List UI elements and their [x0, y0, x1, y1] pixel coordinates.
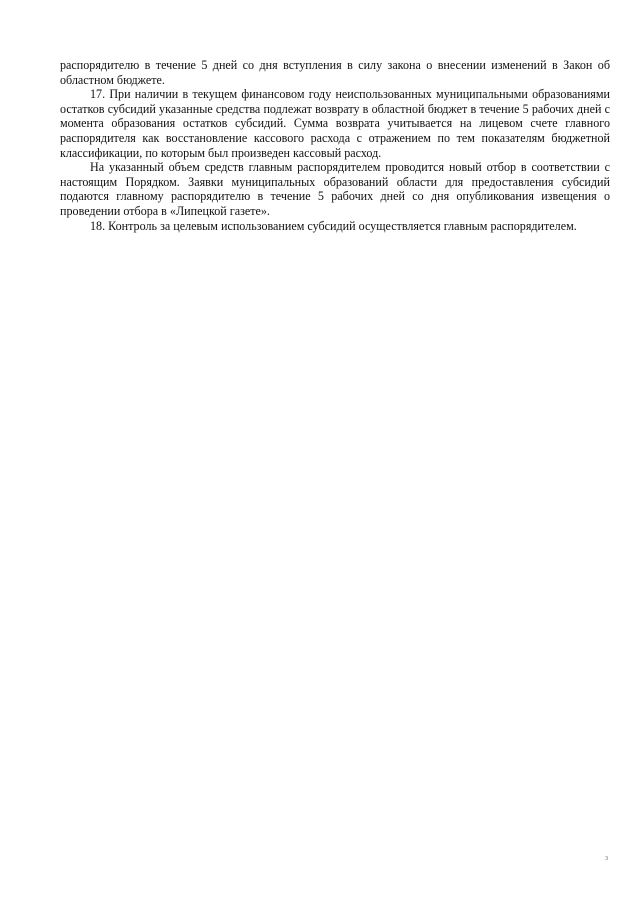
document-page — [60, 58, 610, 233]
paragraph-item-17: 17. При наличии в текущем финансовом году неиспользованных муниципальными образованиями остатков субсидий указанные средства подлежат возврату в областной бюджет в течение 5 рабочих дней с момента образования остатков субсидий. Сумма возврата учитывается на лицевом счете главного распорядителя как восстановление кассового расхода с отражением по тем показателям бюджетной классификации, по которым был произведен кассовый расход. — [60, 87, 610, 160]
paragraph-item-18: 18. Контроль за целевым использованием субсидий осуществляется главным распорядителем. — [90, 218, 577, 233]
page-number: 3 — [605, 856, 608, 862]
paragraph-continuation: распорядителю в течение 5 дней со дня вступления в силу закона о внесении изменений в Закон об областном бюджете. — [60, 58, 610, 87]
paragraph-new-selection: На указанный объем средств главным распорядителем проводится новый отбор в соответствии с настоящим Порядком. Заявки муниципальных образований области для предоставления субсидий подаются главному распорядителю в течение 5 рабочих дней со дня опубликования извещения о проведении отбора в «Липецкой газете». — [60, 160, 610, 218]
